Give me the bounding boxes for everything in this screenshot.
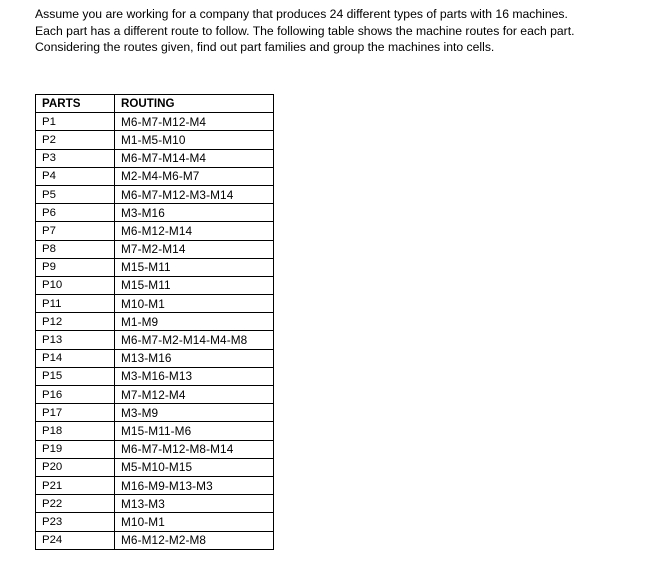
table-row [36,476,274,494]
routing-cell: M2-M4-M6-M7 [115,167,274,185]
table-row [36,149,274,167]
routing-cell: M6-M7-M2-M14-M4-M8 [115,331,274,349]
table-row [36,386,274,404]
part-cell: P3 [36,149,115,167]
part-cell: P15 [36,367,115,385]
routing-cell: M5-M10-M15 [115,458,274,476]
part-cell: P19 [36,440,115,458]
routing-table [35,94,274,550]
part-cell: P2 [36,131,115,149]
table-header-row [36,95,274,113]
problem-statement [35,6,645,56]
part-cell: P24 [36,531,115,549]
table-row [36,131,274,149]
table-row [36,313,274,331]
routing-cell: M6-M7-M12-M4 [115,113,274,131]
routing-cell: M1-M5-M10 [115,131,274,149]
routing-cell: M3-M9 [115,404,274,422]
part-cell: P22 [36,495,115,513]
table-row [36,367,274,385]
table-row [36,404,274,422]
routing-cell: M10-M1 [115,295,274,313]
routing-cell: M7-M2-M14 [115,240,274,258]
part-cell: P6 [36,204,115,222]
part-cell: P17 [36,404,115,422]
part-cell: P13 [36,331,115,349]
routing-cell: M13-M16 [115,349,274,367]
part-cell: P23 [36,513,115,531]
table-row [36,240,274,258]
routing-table-body [36,113,274,550]
part-cell: P12 [36,313,115,331]
part-cell: P21 [36,476,115,494]
table-row [36,258,274,276]
part-cell: P16 [36,386,115,404]
routing-cell: M6-M12-M2-M8 [115,531,274,549]
routing-cell: M6-M7-M14-M4 [115,149,274,167]
part-cell: P14 [36,349,115,367]
routing-cell: M15-M11 [115,276,274,294]
routing-cell: M13-M3 [115,495,274,513]
table-row [36,276,274,294]
table-row [36,113,274,131]
table-row [36,204,274,222]
routing-cell: M16-M9-M13-M3 [115,476,274,494]
routing-cell: M6-M7-M12-M8-M14 [115,440,274,458]
routing-cell: M10-M1 [115,513,274,531]
table-row [36,531,274,549]
intro-line-3: Considering the routes given, find out part families and group the machines into cells. [35,40,495,55]
intro-line-2: Each part has a different route to follow. The following table shows the machine routes for each part. [35,23,575,38]
part-cell: P4 [36,167,115,185]
routing-cell: M7-M12-M4 [115,386,274,404]
routing-cell: M6-M7-M12-M3-M14 [115,185,274,203]
table-row [36,422,274,440]
table-row [36,495,274,513]
parts-column-header: PARTS [36,95,115,113]
table-row [36,513,274,531]
table-row [36,349,274,367]
table-row [36,295,274,313]
part-cell: P9 [36,258,115,276]
table-row [36,440,274,458]
part-cell: P8 [36,240,115,258]
part-cell: P5 [36,185,115,203]
routing-cell: M3-M16 [115,204,274,222]
table-row [36,331,274,349]
part-cell: P7 [36,222,115,240]
table-row [36,185,274,203]
routing-cell: M6-M12-M14 [115,222,274,240]
routing-cell: M1-M9 [115,313,274,331]
part-cell: P1 [36,113,115,131]
part-cell: P11 [36,295,115,313]
table-row [36,222,274,240]
intro-line-1: Assume you are working for a company that produces 24 different types of parts with 16 machines. [35,7,568,21]
part-cell: P10 [36,276,115,294]
routing-column-header: ROUTING [115,95,274,113]
part-cell: P18 [36,422,115,440]
table-row [36,167,274,185]
table-row [36,458,274,476]
routing-cell: M3-M16-M13 [115,367,274,385]
routing-cell: M15-M11 [115,258,274,276]
routing-cell: M15-M11-M6 [115,422,274,440]
part-cell: P20 [36,458,115,476]
